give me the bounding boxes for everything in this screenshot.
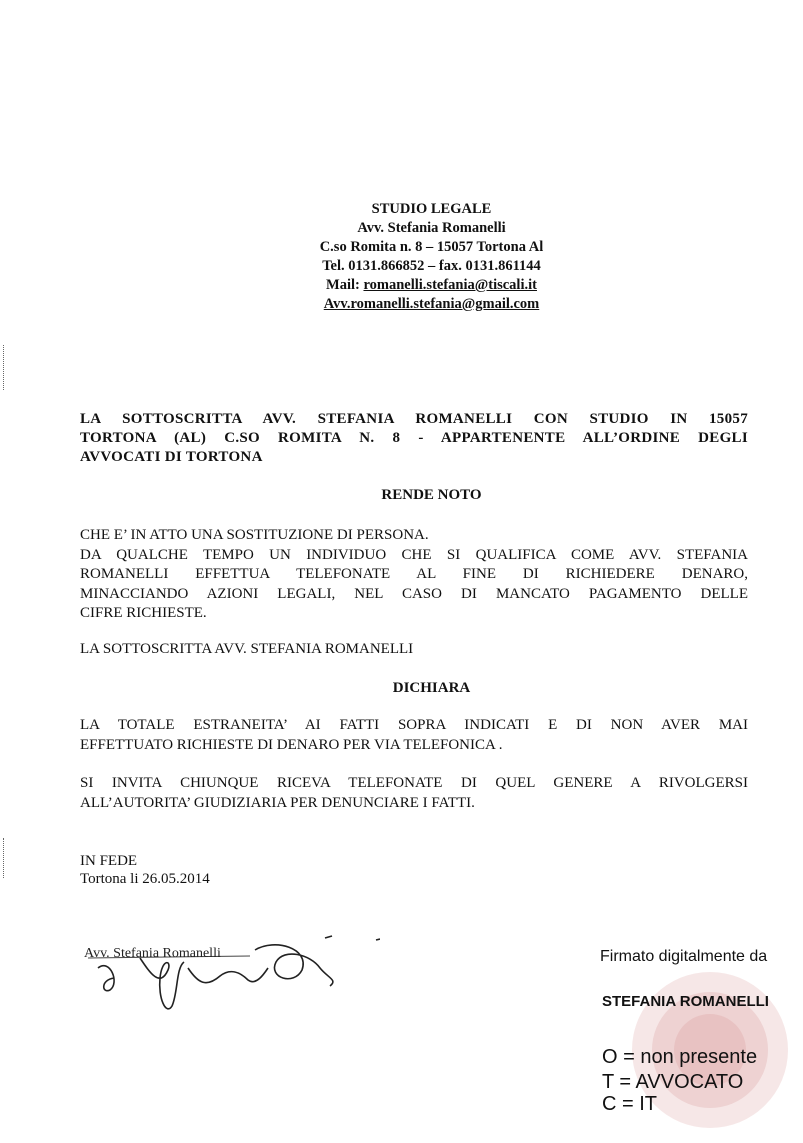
mail-link-tiscali[interactable]: romanelli.stefania@tiscali.it bbox=[363, 277, 537, 293]
letterhead-title: STUDIO LEGALE bbox=[371, 201, 492, 217]
letterhead-name: Avv. Stefania Romanelli bbox=[357, 220, 506, 236]
paragraph-sostituzione bbox=[80, 526, 748, 624]
paragraph-estraneita bbox=[80, 716, 748, 755]
paragraph-line: LA TOTALE ESTRANEITA’ AI FATTI SOPRA INDICATI E DI NON AVER MAI bbox=[80, 717, 748, 733]
intro-line: LA SOTTOSCRITTA AVV. STEFANIA ROMANELLI CON STUDIO IN 15057 bbox=[80, 411, 748, 427]
paragraph-line: CIFRE RICHIESTE. bbox=[80, 605, 207, 621]
heading-dichiara: DICHIARA bbox=[392, 680, 471, 696]
letterhead-phone: Tel. 0131.866852 – fax. 0131.861144 bbox=[322, 258, 541, 274]
mail-label: Mail: bbox=[326, 277, 364, 293]
closing bbox=[80, 852, 748, 888]
paragraph-line: CHE E’ IN ATTO UNA SOSTITUZIONE DI PERSONA. bbox=[80, 527, 429, 543]
handwritten-signature bbox=[80, 928, 380, 1023]
mail-link-gmail[interactable]: Avv.romanelli.stefania@gmail.com bbox=[323, 296, 540, 312]
digital-signature-o: O = non presente bbox=[602, 1046, 758, 1068]
letterhead-address: C.so Romita n. 8 – 15057 Tortona Al bbox=[319, 239, 544, 255]
heading-rende-noto: RENDE NOTO bbox=[381, 487, 482, 503]
paragraph-line: MINACCIANDO AZIONI LEGALI, NEL CASO DI MANCATO PAGAMENTO DELLE bbox=[80, 585, 748, 602]
paragraph-sottoscritta: LA SOTTOSCRITTA AVV. STEFANIA ROMANELLI bbox=[80, 641, 414, 657]
digital-signature-name: STEFANIA ROMANELLI bbox=[602, 993, 769, 1010]
letterhead-mail-row bbox=[60, 276, 803, 295]
intro-line: AVVOCATI DI TORTONA bbox=[80, 449, 263, 465]
in-fede: IN FEDE bbox=[80, 853, 138, 869]
paragraph-line: EFFETTUATO RICHIESTE DI DENARO PER VIA TELEFONICA . bbox=[80, 736, 503, 753]
intro-line: TORTONA (AL) C.SO ROMITA N. 8 - APPARTENENTE ALL’ORDINE DEGLI bbox=[80, 430, 748, 446]
digital-signature-t: T = AVVOCATO bbox=[602, 1071, 744, 1093]
paragraph-invito bbox=[80, 774, 748, 813]
place-date: Tortona li 26.05.2014 bbox=[80, 871, 210, 887]
signature-name: Avv. Stefania Romanelli bbox=[84, 946, 221, 961]
digital-signature-c: C = IT bbox=[602, 1093, 658, 1115]
margin-mark-bottom bbox=[3, 838, 6, 878]
letterhead bbox=[0, 200, 803, 314]
margin-mark-top bbox=[3, 345, 6, 390]
paragraph-line: ALL’AUTORITA’ GIUDIZIARIA PER DENUNCIARE I FATTI. bbox=[80, 794, 475, 811]
paragraph-line: SI INVITA CHIUNQUE RICEVA TELEFONATE DI QUEL GENERE A RIVOLGERSI bbox=[80, 775, 748, 791]
paragraph-line: ROMANELLI EFFETTUA TELEFONATE AL FINE DI RICHIEDERE DENARO, bbox=[80, 566, 748, 582]
digital-signature-intro: Firmato digitalmente da bbox=[600, 948, 768, 965]
paragraph-line: DA QUALCHE TEMPO UN INDIVIDUO CHE SI QUALIFICA COME AVV. STEFANIA bbox=[80, 546, 748, 563]
intro-paragraph bbox=[80, 410, 748, 467]
